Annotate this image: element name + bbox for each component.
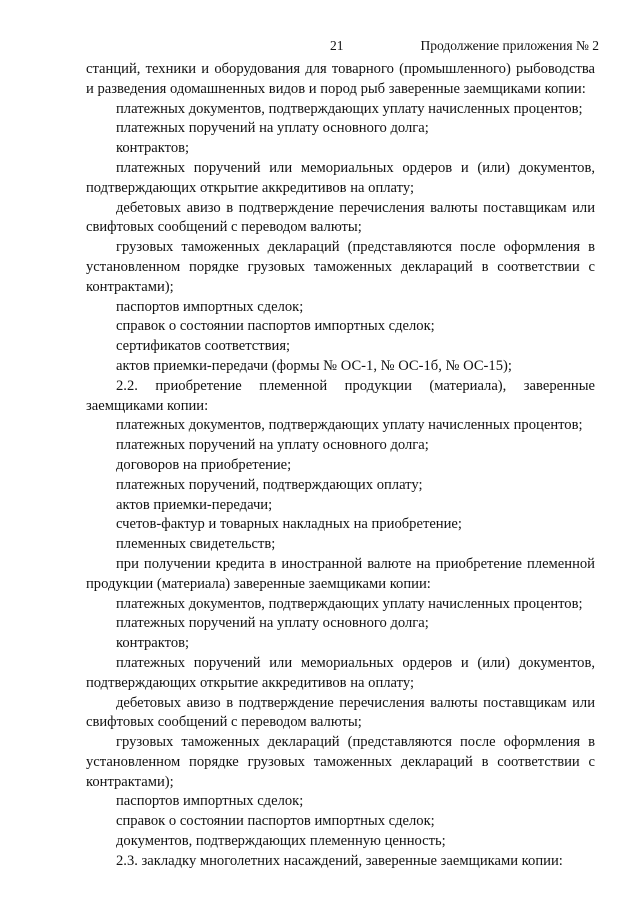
paragraph: дебетовых авизо в подтверждение перечисления валюты поставщикам или свифтовых сообщений с переводом валюты; [86,199,595,236]
paragraph: актов приемки-передачи (формы № ОС-1, № ОС-1б, № ОС-15); [116,357,512,374]
paragraph: платежных документов, подтверждающих уплату начисленных процентов; [116,595,583,612]
paragraph: справок о состоянии паспортов импортных сделок; [116,318,435,335]
paragraph: паспортов импортных сделок; [116,793,304,810]
paragraph: контрактов; [116,635,190,652]
paragraph: дебетовых авизо в подтверждение перечисления валюты поставщикам или свифтовых сообщений с переводом валюты; [86,694,595,731]
paragraph: платежных поручений на уплату основного долга; [116,437,429,454]
document-body [86,60,595,872]
paragraph: контрактов; [116,140,190,157]
paragraph: платежных поручений, подтверждающих оплату; [116,476,423,493]
paragraph: грузовых таможенных деклараций (представляются после оформления в установленном порядке грузовых таможенных деклараций в соответствии с контрактами); [86,734,595,790]
paragraph: документов, подтверждающих племенную ценность; [116,833,446,850]
paragraph: платежных поручений или мемориальных ордеров и (или) документов, подтверждающих открытие аккредитивов на оплату; [86,654,595,691]
paragraph: платежных документов, подтверждающих уплату начисленных процентов; [116,100,583,117]
page-number: 21 [330,38,344,53]
paragraph: актов приемки-передачи; [116,496,273,513]
paragraph: 2.2. приобретение племенной продукции (материала), заверенные заемщиками копии: [86,377,595,414]
appendix-continuation-label: Продолжение приложения № 2 [420,38,599,53]
paragraph: платежных поручений на уплату основного долга; [116,120,429,137]
paragraph: сертификатов соответствия; [116,338,291,355]
paragraph: грузовых таможенных деклараций (представляются после оформления в установленном порядке грузовых таможенных деклараций в соответствии с контрактами); [86,239,595,295]
paragraph: при получении кредита в иностранной валюте на приобретение племенной продукции (материала) заверенные заемщиками копии: [86,555,595,592]
paragraph: паспортов импортных сделок; [116,298,304,315]
paragraph: племенных свидетельств; [116,536,276,553]
paragraph: 2.3. закладку многолетних насаждений, заверенные заемщиками копии: [116,852,563,869]
paragraph: станций, техники и оборудования для товарного (промышленного) рыбоводства и разведения одомашненных видов и пород рыб заверенные заемщиками копии: [86,61,595,97]
paragraph: счетов-фактур и товарных накладных на приобретение; [116,516,462,533]
paragraph: договоров на приобретение; [116,456,292,473]
paragraph: справок о состоянии паспортов импортных сделок; [116,813,435,830]
paragraph: платежных документов, подтверждающих уплату начисленных процентов; [116,417,583,434]
paragraph: платежных поручений или мемориальных ордеров и (или) документов, подтверждающих открытие аккредитивов на оплату; [86,159,595,196]
paragraph: платежных поручений на уплату основного долга; [116,615,429,632]
